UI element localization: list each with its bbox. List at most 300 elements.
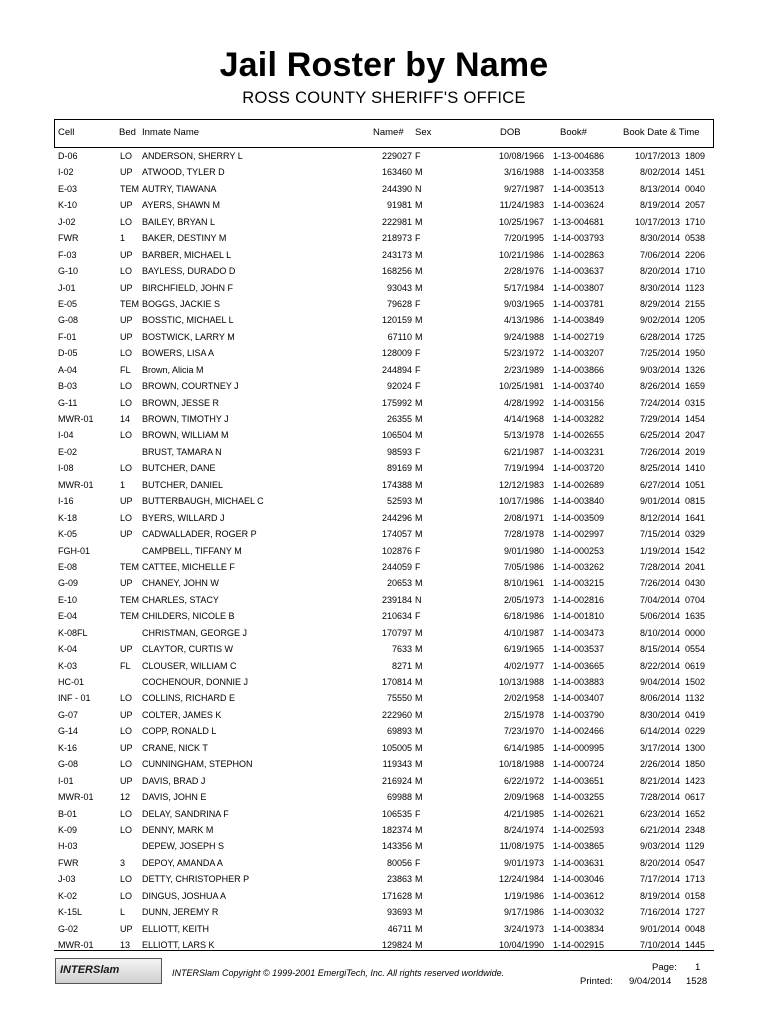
cell-dob: 4/21/1985 bbox=[503, 808, 544, 819]
cell-cell: G-08 bbox=[58, 315, 79, 326]
cell-book-number: 1-14-003790 bbox=[553, 709, 605, 720]
cell-book-time: 1423 bbox=[685, 775, 706, 786]
cell-book-date: 6/27/2014 bbox=[639, 479, 680, 490]
cell-book-number: 1-14-003207 bbox=[553, 348, 605, 359]
cell-book-time: 1454 bbox=[685, 414, 706, 424]
cell-bed: 13 bbox=[120, 940, 131, 950]
cell-cell: FWR bbox=[58, 233, 79, 244]
cell-name-number: 106535 bbox=[381, 808, 412, 819]
cell-name-number: 46711 bbox=[387, 923, 412, 934]
cell-name-number: 163460 bbox=[381, 167, 412, 178]
cell-dob: 9/01/1973 bbox=[503, 857, 544, 868]
cell-book-number: 1-13-004686 bbox=[553, 151, 605, 161]
cell-book-number: 1-14-003865 bbox=[553, 841, 605, 852]
cell-book-number: 1-14-002621 bbox=[553, 808, 605, 819]
table-row bbox=[0, 281, 768, 297]
cell-dob: 2/23/1989 bbox=[503, 364, 544, 375]
cell-bed: UP bbox=[120, 775, 133, 786]
cell-cell: I-16 bbox=[58, 496, 74, 507]
cell-book-number: 1-14-002719 bbox=[553, 331, 605, 342]
cell-sex: N bbox=[415, 183, 422, 194]
cell-book-date: 9/01/2014 bbox=[639, 496, 680, 507]
cell-book-date: 8/06/2014 bbox=[639, 693, 680, 704]
cell-book-number: 1-14-000724 bbox=[553, 759, 605, 770]
cell-book-number: 1-14-002689 bbox=[553, 479, 605, 490]
cell-bed: LO bbox=[120, 808, 133, 819]
cell-inmate-name: BROWN, JESSE R bbox=[142, 397, 220, 408]
cell-book-number: 1-14-003282 bbox=[553, 414, 605, 424]
table-row bbox=[0, 642, 768, 658]
copyright-notice: INTERSlam Copyright © 1999-2001 EmergiTech, Inc. All rights reserved worldwide. bbox=[172, 968, 505, 978]
cell-dob: 3/16/1988 bbox=[503, 167, 544, 178]
cell-inmate-name: ELLIOTT, LARS K bbox=[142, 940, 215, 950]
table-row bbox=[0, 790, 768, 806]
cell-cell: K-09 bbox=[58, 824, 78, 835]
cell-book-number: 1-14-003720 bbox=[553, 463, 605, 474]
cell-book-date: 3/17/2014 bbox=[639, 742, 680, 753]
cell-dob: 6/19/1965 bbox=[503, 644, 544, 655]
cell-name-number: 80056 bbox=[386, 857, 412, 868]
cell-book-number: 1-14-003637 bbox=[553, 266, 605, 277]
cell-dob: 4/02/1977 bbox=[503, 660, 544, 671]
cell-book-date: 8/15/2014 bbox=[639, 644, 680, 655]
table-row bbox=[0, 609, 768, 625]
cell-book-date: 5/06/2014 bbox=[639, 611, 680, 622]
cell-book-time: 0619 bbox=[685, 660, 706, 671]
cell-bed: TEM bbox=[120, 611, 139, 622]
table-row bbox=[0, 839, 768, 855]
cell-cell: MWR-01 bbox=[58, 414, 94, 424]
cell-cell: I-04 bbox=[58, 430, 74, 441]
cell-cell: G-02 bbox=[58, 923, 79, 934]
cell-book-time: 0554 bbox=[685, 644, 706, 655]
cell-cell: E-02 bbox=[58, 446, 78, 457]
cell-book-number: 1-14-000995 bbox=[553, 742, 605, 753]
table-row bbox=[0, 626, 768, 642]
cell-book-number: 1-14-002655 bbox=[553, 430, 605, 441]
cell-name-number: 129824 bbox=[381, 940, 412, 950]
cell-inmate-name: CHRISTMAN, GEORGE J bbox=[142, 627, 248, 638]
cell-bed: LO bbox=[120, 759, 133, 770]
cell-sex: M bbox=[415, 578, 423, 589]
cell-book-date: 7/26/2014 bbox=[639, 446, 680, 457]
cell-dob: 7/20/1995 bbox=[503, 233, 544, 244]
cell-book-number: 1-14-002915 bbox=[553, 940, 605, 950]
cell-book-time: 2047 bbox=[685, 430, 706, 441]
cell-cell: I-02 bbox=[58, 167, 74, 178]
cell-name-number: 20653 bbox=[386, 578, 412, 589]
cell-book-date: 7/16/2014 bbox=[639, 907, 680, 918]
cell-inmate-name: BUTTERBAUGH, MICHAEL C bbox=[142, 496, 264, 507]
cell-inmate-name: COLLINS, RICHARD E bbox=[142, 693, 236, 704]
cell-book-date: 2/26/2014 bbox=[639, 759, 680, 770]
cell-dob: 9/17/1986 bbox=[503, 907, 544, 918]
cell-name-number: 218973 bbox=[381, 233, 412, 244]
cell-book-time: 1445 bbox=[685, 940, 706, 950]
cell-sex: M bbox=[415, 940, 423, 950]
table-row bbox=[0, 297, 768, 313]
cell-inmate-name: DEPEW, JOSEPH S bbox=[142, 841, 225, 852]
cell-bed: LO bbox=[120, 216, 133, 227]
cell-dob: 9/27/1987 bbox=[503, 183, 544, 194]
cell-dob: 4/10/1987 bbox=[503, 627, 544, 638]
cell-bed: TEM bbox=[120, 561, 139, 572]
cell-cell: F-03 bbox=[58, 249, 77, 260]
cell-dob: 12/24/1984 bbox=[498, 874, 544, 885]
cell-cell: G-11 bbox=[58, 397, 78, 408]
cell-book-time: 0547 bbox=[685, 857, 706, 868]
cell-dob: 5/13/1978 bbox=[503, 430, 544, 441]
cell-book-time: 2155 bbox=[685, 298, 706, 309]
table-row bbox=[0, 872, 768, 888]
cell-dob: 11/08/1975 bbox=[499, 841, 544, 852]
cell-bed: LO bbox=[120, 430, 133, 441]
cell-book-number: 1-14-002593 bbox=[553, 824, 605, 835]
cell-name-number: 75550 bbox=[386, 693, 412, 704]
cell-book-date: 8/21/2014 bbox=[639, 775, 680, 786]
cell-book-time: 1132 bbox=[685, 693, 705, 704]
cell-sex: M bbox=[415, 266, 423, 277]
cell-book-time: 0229 bbox=[685, 726, 706, 737]
cell-book-time: 0538 bbox=[685, 233, 706, 244]
cell-sex: M bbox=[415, 709, 423, 720]
header-bed: Bed bbox=[119, 127, 136, 138]
cell-book-date: 6/21/2014 bbox=[639, 824, 680, 835]
cell-inmate-name: DENNY, MARK M bbox=[142, 824, 214, 835]
cell-inmate-name: DINGUS, JOSHUA A bbox=[142, 890, 227, 901]
cell-sex: M bbox=[415, 331, 423, 342]
interslam-logo bbox=[55, 958, 162, 984]
cell-dob: 4/28/1992 bbox=[503, 397, 544, 408]
cell-book-time: 0704 bbox=[685, 594, 706, 605]
cell-book-date: 8/26/2014 bbox=[639, 381, 680, 392]
table-row bbox=[0, 922, 768, 938]
cell-sex: M bbox=[415, 512, 423, 523]
cell-cell: K-15L bbox=[58, 907, 83, 918]
table-row bbox=[0, 757, 768, 773]
cell-name-number: 244894 bbox=[381, 364, 412, 375]
cell-book-date: 7/28/2014 bbox=[639, 792, 680, 803]
cell-book-number: 1-14-003509 bbox=[553, 512, 605, 523]
cell-sex: N bbox=[415, 594, 422, 605]
cell-inmate-name: DUNN, JEREMY R bbox=[142, 907, 219, 918]
cell-name-number: 67110 bbox=[387, 331, 412, 342]
cell-dob: 2/28/1976 bbox=[503, 266, 544, 277]
cell-book-date: 8/02/2014 bbox=[639, 167, 680, 178]
table-row bbox=[0, 724, 768, 740]
cell-name-number: 79628 bbox=[386, 298, 412, 309]
cell-dob: 6/21/1987 bbox=[503, 446, 544, 457]
cell-bed: UP bbox=[120, 742, 133, 753]
cell-inmate-name: DELAY, SANDRINA F bbox=[142, 808, 229, 819]
cell-cell: B-03 bbox=[58, 381, 78, 392]
cell-sex: F bbox=[415, 611, 421, 622]
printed-date: 9/04/2014 bbox=[629, 976, 672, 987]
table-row bbox=[0, 445, 768, 461]
cell-book-number: 1-13-004681 bbox=[553, 216, 605, 227]
cell-sex: M bbox=[415, 216, 423, 227]
cell-book-date: 8/10/2014 bbox=[639, 627, 680, 638]
cell-book-number: 1-14-003631 bbox=[553, 857, 605, 868]
cell-book-date: 8/20/2014 bbox=[639, 857, 680, 868]
cell-cell: FWR bbox=[58, 857, 79, 868]
cell-sex: M bbox=[415, 907, 423, 918]
cell-cell: G-10 bbox=[58, 266, 79, 277]
cell-name-number: 69988 bbox=[386, 792, 412, 803]
cell-book-date: 7/04/2014 bbox=[639, 594, 680, 605]
cell-book-number: 1-14-003840 bbox=[553, 496, 605, 507]
cell-bed: LO bbox=[120, 348, 133, 359]
cell-name-number: 239184 bbox=[381, 594, 412, 605]
cell-book-date: 6/25/2014 bbox=[639, 430, 680, 441]
cell-inmate-name: CATTEE, MICHELLE F bbox=[142, 561, 235, 572]
cell-inmate-name: CLOUSER, WILLIAM C bbox=[142, 660, 237, 671]
cell-book-time: 1809 bbox=[685, 151, 706, 161]
cell-book-date: 6/23/2014 bbox=[639, 808, 680, 819]
cell-dob: 6/22/1972 bbox=[503, 775, 544, 786]
cell-bed: UP bbox=[120, 496, 133, 507]
cell-name-number: 170797 bbox=[381, 627, 412, 638]
cell-bed: FL bbox=[120, 660, 131, 671]
cell-book-time: 0048 bbox=[685, 923, 706, 934]
cell-dob: 4/13/1986 bbox=[503, 315, 544, 326]
table-row bbox=[0, 182, 768, 198]
cell-dob: 9/01/1980 bbox=[503, 545, 544, 556]
cell-inmate-name: BIRCHFIELD, JOHN F bbox=[142, 282, 234, 293]
cell-book-time: 1451 bbox=[685, 167, 706, 178]
cell-bed: UP bbox=[120, 578, 133, 589]
cell-dob: 9/03/1965 bbox=[503, 298, 544, 309]
cell-book-date: 6/28/2014 bbox=[639, 331, 680, 342]
cell-sex: F bbox=[415, 857, 421, 868]
cell-cell: G-09 bbox=[58, 578, 79, 589]
cell-cell: K-03 bbox=[58, 660, 78, 671]
cell-cell: K-02 bbox=[58, 890, 78, 901]
cell-bed: UP bbox=[120, 644, 133, 655]
cell-dob: 6/14/1985 bbox=[503, 742, 544, 753]
cell-name-number: 91981 bbox=[386, 200, 412, 211]
cell-cell: MWR-01 bbox=[58, 792, 94, 803]
cell-cell: G-07 bbox=[58, 709, 79, 720]
cell-name-number: 92024 bbox=[386, 381, 412, 392]
cell-dob: 7/23/1970 bbox=[503, 726, 544, 737]
cell-book-number: 1-14-003849 bbox=[553, 315, 605, 326]
cell-cell: I-01 bbox=[58, 775, 74, 786]
footer-divider bbox=[54, 950, 714, 951]
cell-book-time: 2206 bbox=[685, 249, 706, 260]
cell-name-number: 89169 bbox=[386, 463, 412, 474]
cell-book-date: 9/04/2014 bbox=[639, 677, 680, 687]
printed-time: 1528 bbox=[686, 976, 708, 987]
cell-cell: F-01 bbox=[58, 331, 77, 342]
cell-bed: LO bbox=[120, 874, 133, 885]
cell-book-number: 1-14-003255 bbox=[553, 792, 605, 803]
cell-book-number: 1-14-003032 bbox=[553, 907, 605, 918]
cell-book-date: 8/22/2014 bbox=[639, 660, 680, 671]
table-row bbox=[0, 165, 768, 181]
cell-book-date: 8/30/2014 bbox=[639, 282, 680, 293]
cell-sex: M bbox=[415, 249, 423, 260]
table-row bbox=[0, 774, 768, 790]
table-row bbox=[0, 412, 768, 428]
cell-book-time: 1123 bbox=[685, 282, 705, 293]
cell-book-date: 7/29/2014 bbox=[639, 414, 680, 424]
cell-book-date: 8/13/2014 bbox=[639, 183, 680, 194]
cell-book-time: 0815 bbox=[685, 496, 706, 507]
cell-book-time: 2041 bbox=[685, 561, 706, 572]
cell-inmate-name: COCHENOUR, DONNIE J bbox=[142, 677, 249, 687]
cell-inmate-name: ATWOOD, TYLER D bbox=[142, 167, 225, 178]
cell-book-time: 1326 bbox=[685, 364, 706, 375]
cell-name-number: 171628 bbox=[381, 890, 412, 901]
cell-name-number: 174388 bbox=[381, 479, 412, 490]
cell-sex: M bbox=[415, 693, 423, 704]
cell-name-number: 120159 bbox=[381, 315, 412, 326]
cell-book-time: 0329 bbox=[685, 529, 706, 540]
cell-sex: M bbox=[415, 677, 423, 687]
cell-book-date: 8/20/2014 bbox=[639, 266, 680, 277]
logo-text: INTERSlam bbox=[60, 964, 120, 976]
cell-sex: M bbox=[415, 759, 423, 770]
cell-cell: B-01 bbox=[58, 808, 78, 819]
cell-cell: K-16 bbox=[58, 742, 78, 753]
agency-name: ROSS COUNTY SHERIFF'S OFFICE bbox=[242, 89, 526, 107]
cell-inmate-name: COLTER, JAMES K bbox=[142, 709, 222, 720]
cell-dob: 11/24/1983 bbox=[499, 200, 544, 211]
cell-book-number: 1-14-003513 bbox=[553, 183, 605, 194]
cell-book-time: 1659 bbox=[685, 381, 706, 392]
table-row bbox=[0, 379, 768, 395]
cell-inmate-name: BOGGS, JACKIE S bbox=[142, 298, 221, 309]
cell-cell: MWR-01 bbox=[58, 479, 94, 490]
cell-inmate-name: BARBER, MICHAEL L bbox=[142, 249, 232, 260]
cell-book-number: 1-14-003665 bbox=[553, 660, 605, 671]
cell-book-time: 0000 bbox=[685, 627, 706, 638]
cell-inmate-name: DETTY, CHRISTOPHER P bbox=[142, 874, 250, 885]
cell-cell: G-08 bbox=[58, 759, 79, 770]
cell-name-number: 106504 bbox=[381, 430, 412, 441]
cell-inmate-name: BOSTWICK, LARRY M bbox=[142, 331, 235, 342]
cell-name-number: 175992 bbox=[381, 397, 412, 408]
cell-book-number: 1-14-003537 bbox=[553, 644, 605, 655]
table-row bbox=[0, 823, 768, 839]
cell-book-time: 1710 bbox=[685, 266, 706, 277]
cell-book-time: 1950 bbox=[685, 348, 706, 359]
table-row bbox=[0, 856, 768, 872]
cell-book-date: 9/01/2014 bbox=[639, 923, 680, 934]
cell-book-number: 1-14-000253 bbox=[553, 545, 605, 556]
cell-sex: M bbox=[415, 627, 423, 638]
cell-inmate-name: AUTRY, TIAWANA bbox=[142, 183, 217, 194]
cell-name-number: 128009 bbox=[381, 348, 412, 359]
table-row bbox=[0, 807, 768, 823]
cell-book-date: 7/26/2014 bbox=[639, 578, 680, 589]
cell-book-date: 8/30/2014 bbox=[639, 709, 680, 720]
cell-cell: K-05 bbox=[58, 529, 78, 540]
cell-book-time: 1051 bbox=[685, 479, 706, 490]
cell-bed: L bbox=[120, 907, 126, 918]
cell-name-number: 210634 bbox=[381, 611, 412, 622]
cell-dob: 7/28/1978 bbox=[503, 529, 544, 540]
cell-cell: E-05 bbox=[58, 298, 78, 309]
cell-book-time: 1850 bbox=[685, 759, 706, 770]
cell-bed: 12 bbox=[120, 792, 131, 803]
header-sex: Sex bbox=[415, 127, 432, 138]
cell-book-number: 1-14-003624 bbox=[553, 200, 605, 211]
cell-name-number: 119343 bbox=[382, 759, 412, 770]
cell-dob: 3/24/1973 bbox=[503, 923, 544, 934]
cell-inmate-name: BROWN, COURTNEY J bbox=[142, 381, 239, 392]
cell-inmate-name: CUNNINGHAM, STEPHON bbox=[142, 759, 253, 770]
cell-book-time: 0040 bbox=[685, 183, 706, 194]
cell-cell: E-08 bbox=[58, 561, 78, 572]
cell-book-number: 1-14-003046 bbox=[553, 874, 605, 885]
cell-bed: UP bbox=[120, 167, 133, 178]
cell-name-number: 168256 bbox=[381, 266, 412, 277]
table-row bbox=[0, 511, 768, 527]
header-book-number: Book# bbox=[560, 127, 587, 138]
cell-bed: FL bbox=[120, 364, 131, 375]
cell-cell: K-10 bbox=[58, 200, 78, 211]
cell-sex: M bbox=[415, 923, 423, 934]
cell-bed: LO bbox=[120, 890, 133, 901]
cell-book-number: 1-14-003358 bbox=[553, 167, 605, 178]
table-row bbox=[0, 741, 768, 757]
cell-name-number: 182374 bbox=[381, 824, 412, 835]
cell-sex: F bbox=[415, 151, 421, 161]
cell-bed: LO bbox=[120, 693, 133, 704]
header-name-number: Name# bbox=[373, 127, 404, 138]
cell-dob: 7/19/1994 bbox=[503, 463, 544, 474]
cell-book-number: 1-14-002997 bbox=[553, 529, 605, 540]
cell-bed: LO bbox=[120, 824, 133, 835]
cell-book-date: 9/03/2014 bbox=[639, 841, 680, 852]
cell-cell: E-03 bbox=[58, 183, 78, 194]
cell-book-number: 1-14-003231 bbox=[553, 446, 605, 457]
cell-name-number: 243173 bbox=[381, 249, 412, 260]
cell-cell: J-02 bbox=[58, 216, 76, 227]
cell-dob: 2/09/1968 bbox=[503, 792, 544, 803]
cell-book-date: 8/29/2014 bbox=[639, 298, 680, 309]
cell-name-number: 143356 bbox=[381, 841, 412, 852]
cell-cell: I-08 bbox=[58, 463, 74, 474]
cell-sex: M bbox=[415, 529, 423, 540]
table-row bbox=[0, 248, 768, 264]
header-book-date-time: Book Date & Time bbox=[623, 127, 700, 138]
cell-book-time: 2057 bbox=[685, 200, 706, 211]
cell-dob: 10/04/1990 bbox=[498, 940, 544, 950]
cell-inmate-name: CRANE, NICK T bbox=[142, 742, 208, 753]
cell-sex: F bbox=[415, 298, 421, 309]
cell-inmate-name: BRUST, TAMARA N bbox=[142, 446, 222, 457]
cell-book-time: 1713 bbox=[685, 874, 706, 885]
cell-book-date: 10/17/2013 bbox=[634, 151, 680, 161]
cell-book-number: 1-14-003156 bbox=[553, 397, 605, 408]
cell-inmate-name: CHARLES, STACY bbox=[142, 594, 219, 605]
cell-bed: 3 bbox=[120, 857, 126, 868]
cell-book-number: 1-14-002816 bbox=[553, 594, 605, 605]
cell-inmate-name: BAYLESS, DURADO D bbox=[142, 266, 236, 277]
cell-dob: 2/05/1973 bbox=[503, 594, 544, 605]
cell-dob: 10/08/1966 bbox=[498, 151, 544, 161]
cell-inmate-name: CAMPBELL, TIFFANY M bbox=[142, 545, 242, 556]
table-row bbox=[0, 691, 768, 707]
table-row bbox=[0, 346, 768, 362]
cell-cell: HC-01 bbox=[58, 677, 85, 687]
cell-cell: A-04 bbox=[58, 364, 78, 375]
page-label: Page: bbox=[652, 962, 677, 973]
cell-sex: M bbox=[415, 463, 423, 474]
